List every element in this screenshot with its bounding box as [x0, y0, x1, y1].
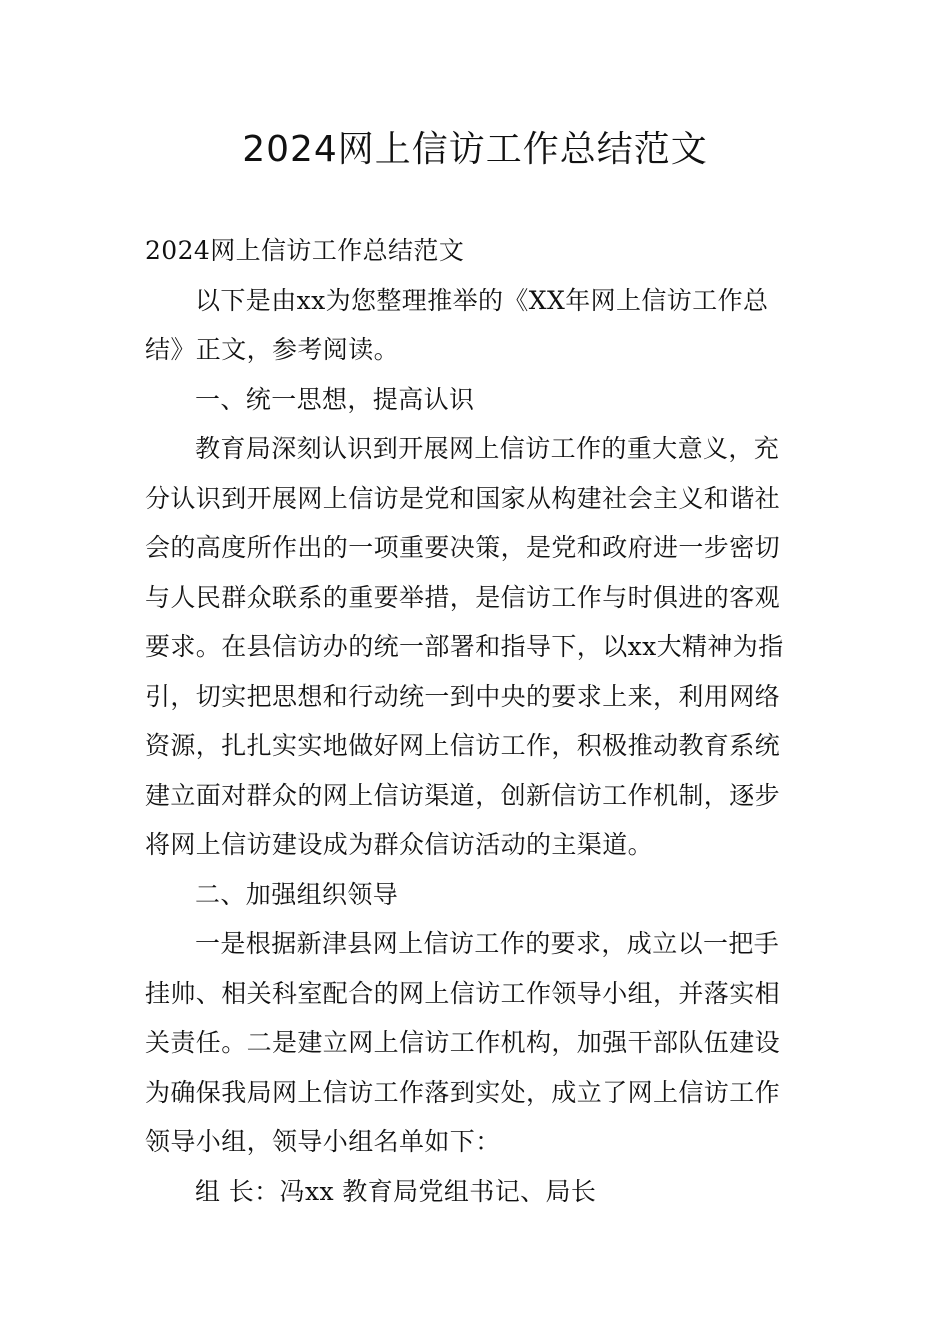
body-line: 建立面对群众的网上信访渠道，创新信访工作机制，逐步 [145, 780, 781, 810]
body-line: 一是根据新津县网上信访工作的要求，成立以一把手 [195, 929, 780, 958]
body-line: 引，切实把思想和行动统一到中央的要求上来，利用网络 [145, 681, 781, 711]
body-line: 会的高度所作出的一项重要决策，是党和政府进一步密切 [145, 533, 781, 562]
body-line: 以下是由xx为您整理推举的《XX年网上信访工作总 [195, 285, 769, 315]
body-line: 要求。在县信访办的统一部署和指导下，以xx大精神为指 [145, 632, 784, 661]
section-heading: 二、加强组织领导 [195, 879, 399, 909]
body-line: 与人民群众联系的重要举措，是信访工作与时俱进的客观 [145, 582, 781, 612]
document-title: 2024网上信访工作总结范文 [242, 129, 708, 170]
body-line-subtitle: 2024网上信访工作总结范文 [145, 236, 465, 265]
body-line: 教育局深刻认识到开展网上信访工作的重大意义，充 [195, 434, 780, 463]
body-line: 为确保我局网上信访工作落到实处，成立了网上信访工作 [145, 1077, 781, 1107]
body-line: 关责任。二是建立网上信访工作机构，加强干部队伍建设 [145, 1028, 781, 1057]
body-line: 分认识到开展网上信访是党和国家从构建社会主义和谐社 [145, 483, 781, 513]
body-line: 领导小组，领导小组名单如下： [145, 1127, 501, 1156]
body-line: 组 长：冯xx 教育局党组书记、局长 [195, 1176, 597, 1206]
body-line: 将网上信访建设成为群众信访活动的主渠道。 [145, 830, 654, 859]
body-line: 结》正文，参考阅读。 [145, 335, 400, 364]
section-heading: 一、统一思想，提高认识 [195, 384, 475, 414]
document-body [145, 226, 810, 1216]
body-line: 资源，扎扎实实地做好网上信访工作，积极推动教育系统 [145, 731, 781, 760]
body-line: 挂帅、相关科室配合的网上信访工作领导小组，并落实相 [145, 978, 781, 1008]
